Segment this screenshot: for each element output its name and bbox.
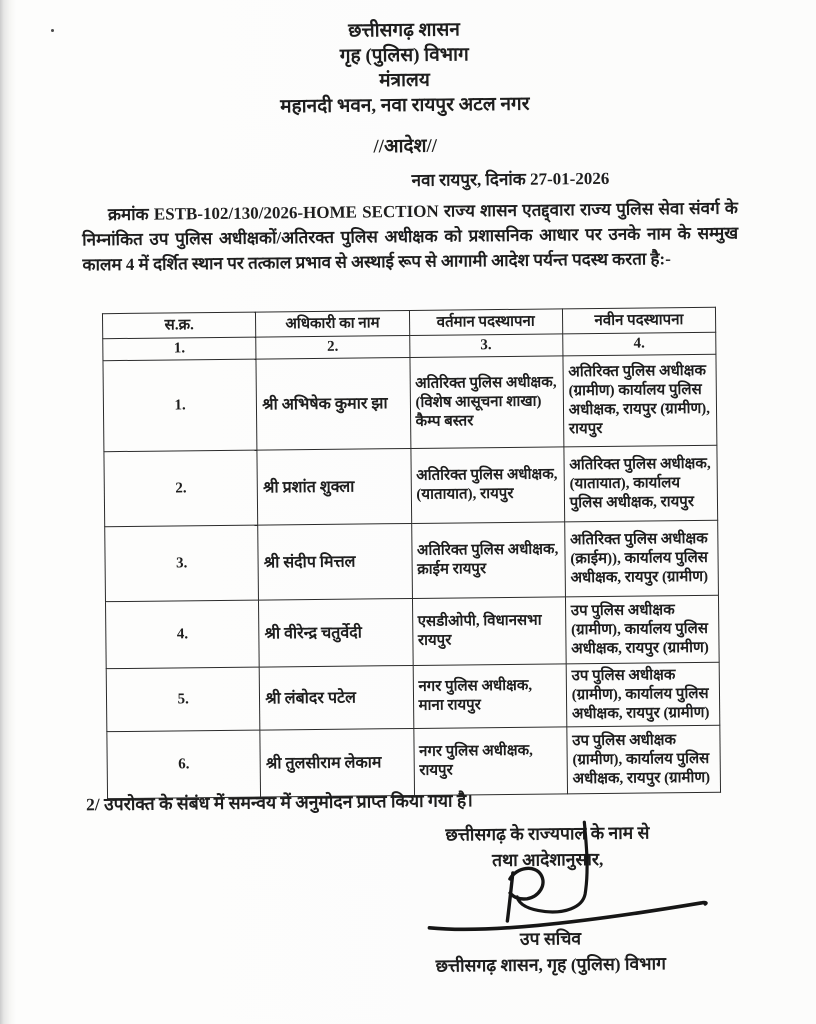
office-address: महानदी भवन, नवा रायपुर अटल नगर — [280, 93, 530, 118]
department-name: गृह (पुलिस) विभाग — [339, 44, 469, 67]
cell-officer-name: श्री लंबोदर पटेल — [259, 665, 413, 730]
cell-sno: 2. — [104, 450, 258, 527]
cell-officer-name: श्री प्रशांत शुक्ला — [257, 448, 411, 525]
cell-officer-name: श्री संदीप मित्तल — [258, 523, 412, 600]
posting-table — [102, 307, 721, 799]
colnum-4: 4. — [562, 332, 715, 356]
cell-officer-name: श्री तुलसीराम लेकाम — [260, 728, 414, 797]
office-name: मंत्रालय — [379, 69, 431, 92]
cell-current-posting: नगर पुलिस अधीक्षक, रायपुर — [413, 727, 567, 796]
cell-sno: 5. — [106, 667, 260, 732]
authority-statement — [412, 819, 683, 874]
table-row — [107, 725, 721, 798]
table-row — [105, 520, 719, 601]
cell-new-posting: उप पुलिस अधीक्षक (ग्रामीण), कार्यालय पुलिस अधीक्षक, रायपुर (ग्रामीण) — [566, 662, 720, 727]
header-current-posting: वर्तमान पदस्थापना — [409, 309, 563, 336]
signatory-block — [355, 923, 746, 979]
colnum-1: 1. — [103, 337, 256, 361]
cell-new-posting: अतिरिक्त पुलिस अधीक्षक (ग्रामीण) कार्यालय पुलिस अधीक्षक, रायपुर (ग्रामीण), रायपुर — [563, 354, 717, 447]
table-row — [103, 354, 717, 451]
cell-sno: 3. — [105, 525, 259, 602]
place-and-date: नवा रायपुर, दिनांक 27-01-2026 — [411, 168, 610, 190]
authority-line-2: तथा आदेशानुसार, — [491, 848, 604, 871]
cell-current-posting: नगर पुलिस अधीक्षक, माना रायपुर — [413, 664, 567, 729]
signatory-designation: उप सचिव — [519, 928, 582, 949]
cell-sno: 4. — [105, 600, 259, 669]
opening-paragraph: क्रमांक ESTB-102/130/2026-HOME SECTION राज्य शासन एतद्द्वारा राज्य पुलिस सेवा संवर्ग के निम्नांकित उप पुलिस अधीक्षकों/अतिरक्त पुलिस अधीक्षक को प्रशासनिक आधार पर उनके नाम के सम्मुख कालम 4 में दर्शित स्थान पर तत्काल प्रभाव से अस्थाई रूप से आगामी आदेश पर्यन्त पदस्थ करता है:- — [82, 198, 739, 275]
header-sno: स.क्र. — [102, 312, 256, 339]
cell-current-posting: अतिरिक्त पुलिस अधीक्षक, क्राईम रायपुर — [411, 522, 565, 599]
letterhead — [0, 14, 813, 123]
cell-officer-name: श्री अभिषेक कुमार झा — [256, 357, 410, 450]
header-officer-name: अधिकारी का नाम — [256, 310, 410, 337]
table-row — [104, 445, 718, 526]
cell-new-posting: उप पुलिस अधीक्षक (ग्रामीण), कार्यालय पुलिस अधीक्षक, रायपुर (ग्रामीण) — [567, 725, 721, 794]
cell-current-posting: अतिरिक्त पुलिस अधीक्षक, (यातायात), रायपुर — [410, 447, 564, 524]
cell-new-posting: अतिरिक्त पुलिस अधीक्षक, (यातायात), कार्यालय पुलिस अधीक्षक, रायपुर — [564, 445, 718, 522]
table-row — [105, 595, 719, 668]
table-row — [106, 662, 720, 731]
approval-note: 2/ उपरोक्त के संबंध में समन्वय में अनुमोदन प्राप्त किया गया है। — [86, 790, 473, 815]
cell-sno: 1. — [103, 359, 257, 452]
order-title: //आदेश// — [373, 135, 438, 158]
authority-line-1: छत्तीसगढ़ के राज्यपाल के नाम से — [445, 822, 650, 845]
cell-officer-name: श्री वीरेन्द्र चतुर्वेदी — [259, 598, 413, 667]
signatory-department: छत्तीसगढ़ शासन, गृह (पुलिस) विभाग — [435, 953, 667, 976]
cell-current-posting: एसडीओपी, विधानसभा रायपुर — [412, 597, 566, 666]
colnum-2: 2. — [256, 335, 409, 359]
cell-new-posting: उप पुलिस अधीक्षक (ग्रामीण), कार्यालय पुलिस अधीक्षक, रायपुर (ग्रामीण) — [565, 595, 719, 664]
cell-new-posting: अतिरिक्त पुलिस अधीक्षक (क्राईम)), कार्यालय पुलिस अधीक्षक, रायपुर (ग्रामीण) — [564, 520, 718, 597]
cell-current-posting: अतिरिक्त पुलिस अधीक्षक, (विशेष आसूचना शाखा) कैम्प बस्तर — [409, 356, 563, 449]
colnum-3: 3. — [409, 334, 562, 358]
cell-sno: 6. — [107, 730, 261, 799]
government-name: छत्तीसगढ़ शासन — [348, 19, 460, 42]
header-new-posting: नवीन पदस्थापना — [562, 307, 716, 334]
